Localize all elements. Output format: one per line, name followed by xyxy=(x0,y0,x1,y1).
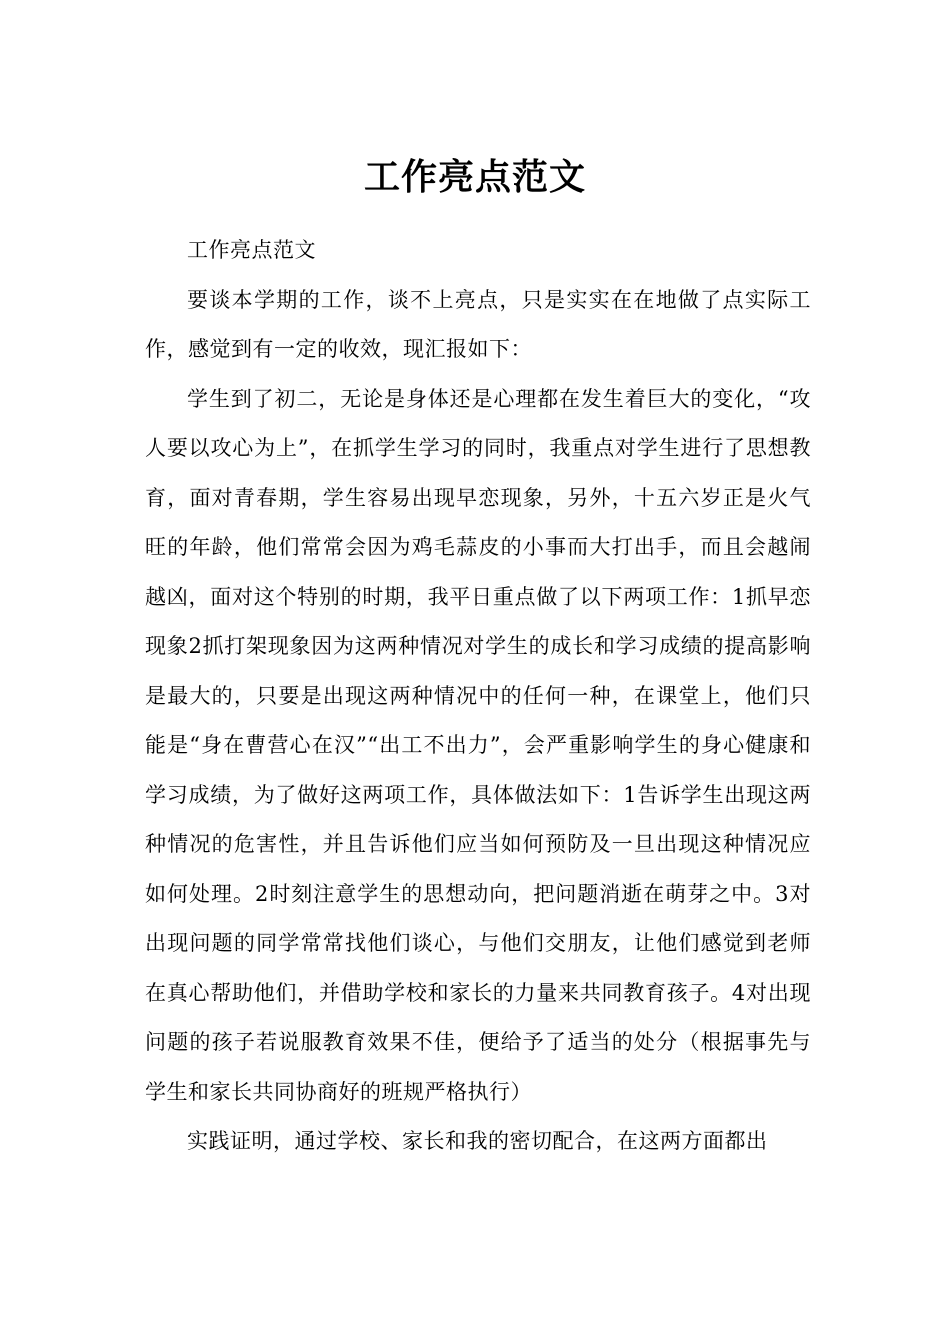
paragraph-conclusion: 实践证明，通过学校、家长和我的密切配合，在这两方面都出 xyxy=(187,1129,768,1153)
document-body xyxy=(145,226,811,1167)
paragraph-main: 学生到了初二，无论是身体还是心理都在发生着巨大的变化，“攻人要以攻心为上”，在抓学生学习的同时，我重点对学生进行了思想教育，面对青春期，学生容易出现早恋现象，另外，十五六岁正是火气旺的年龄，他们常常会因为鸡毛蒜皮的小事而大打出手，而且会越闹越凶，面对这个特别的时期，我平日重点做了以下两项工作：1抓早恋现象2抓打架现象因为这两种情况对学生的成长和学习成绩的提高影响是最大的，只要是出现这两种情况中的任何一种，在课堂上，他们只能是“身在曹营心在汉”“出工不出力”，会严重影响学生的身心健康和学习成绩，为了做好这两项工作，具体做法如下：1告诉学生出现这两种情况的危害性，并且告诉他们应当如何预防及一旦出现这种情况应如何处理。2时刻注意学生的思想动向，把问题消逝在萌芽之中。3对出现问题的同学常常找他们谈心，与他们交朋友，让他们感觉到老师在真心帮助他们，并借助学校和家长的力量来共同教育孩子。4对出现问题的孩子若说服教育效果不佳，便给予了适当的处分（根据事先与学生和家长共同协商好的班规严格执行） xyxy=(145,386,811,1104)
paragraph-intro: 要谈本学期的工作，谈不上亮点，只是实实在在地做了点实际工作，感觉到有一定的收效，现汇报如下： xyxy=(145,287,811,361)
paragraph-heading: 工作亮点范文 xyxy=(187,238,316,262)
document-title: 工作亮点范文 xyxy=(363,157,586,199)
